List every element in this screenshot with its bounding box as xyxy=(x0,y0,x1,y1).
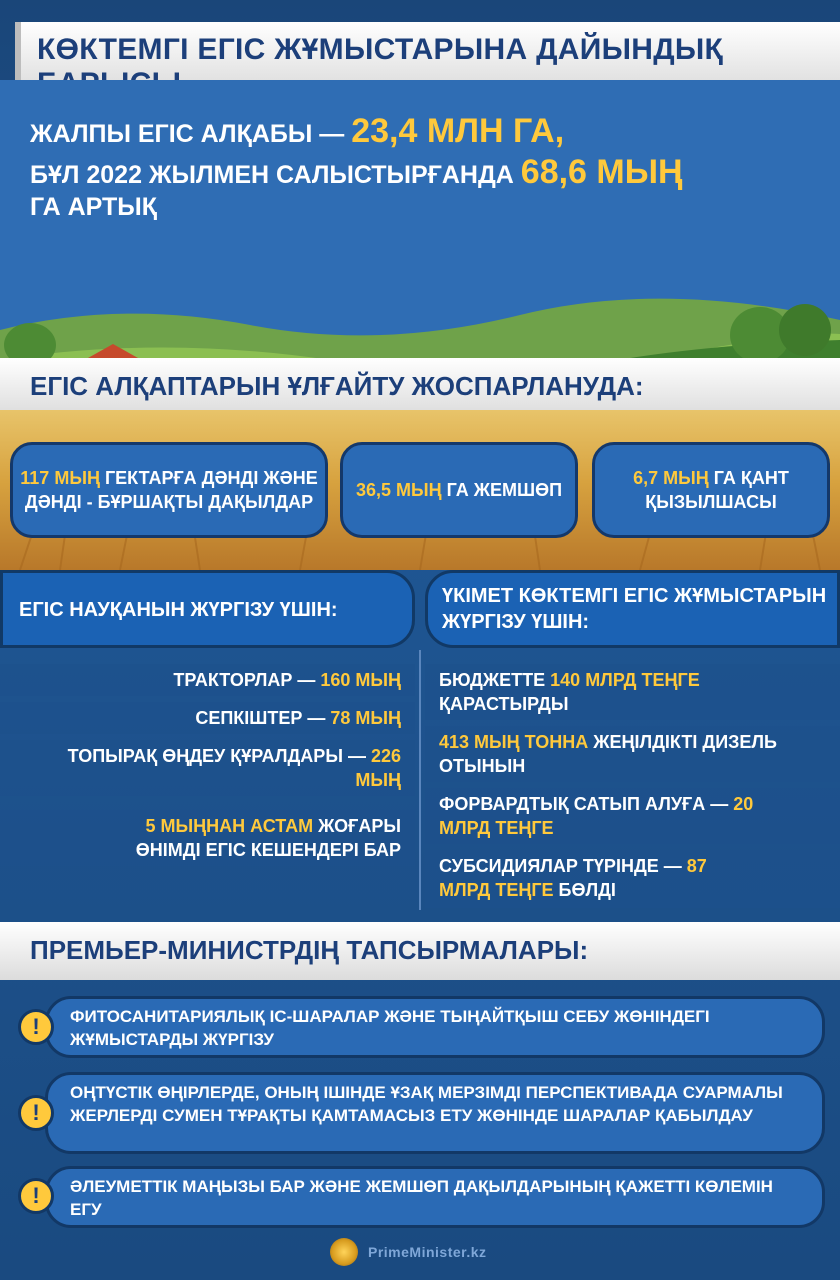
hero-text xyxy=(30,112,820,220)
hero-line2-text: БҰЛ 2022 ЖЫЛМЕН САЛЫСТЫРҒАНДА xyxy=(30,161,521,189)
hero-section xyxy=(0,80,840,360)
hero-line1-text: ЖАЛПЫ ЕГІС АЛҚАБЫ — xyxy=(30,120,352,148)
tasks-heading-bar xyxy=(0,922,840,980)
expansion-box-grain xyxy=(10,442,328,538)
government-item-diesel xyxy=(425,726,840,782)
subsidies-label: СУБСИДИЯЛАР ТҮРІНДЕ — xyxy=(439,856,687,876)
grain-text: ГЕКТАРҒА ДӘНДІ ЖӘНЕ ДӘНДІ - БҰРШАҚТЫ ДАҚЫЛДАР xyxy=(24,468,318,512)
grain-value: 117 МЫҢ xyxy=(20,468,100,488)
complexes-value: 5 МЫҢНАН АСТАМ xyxy=(145,816,314,836)
seeders-label: СЕПКІШТЕР — xyxy=(195,708,331,728)
column-divider xyxy=(419,650,421,910)
hero-line3-text: ГА АРТЫҚ xyxy=(30,193,158,221)
footer-site-link[interactable]: PrimeMinister.kz xyxy=(368,1244,487,1260)
complexes-label: ЖОҒАРЫ ӨНІМДІ ЕГІС КЕШЕНДЕРІ БАР xyxy=(135,816,401,860)
fodder-value: 36,5 МЫҢ xyxy=(355,480,442,500)
subsidies-value: 87 МЛРД ТЕҢГЕ xyxy=(439,856,707,900)
page-title: КӨКТЕМГІ ЕГІС ЖҰМЫСТАРЫНА ДАЙЫНДЫҚ xyxy=(37,33,724,66)
campaign-item-complexes xyxy=(0,810,415,866)
forward-value: 20 МЛРД ТЕҢГЕ xyxy=(439,794,754,838)
task-item-sowing xyxy=(45,1166,825,1228)
budget-label-end: ҚАРАСТЫРДЫ xyxy=(439,694,569,714)
budget-value: 140 МЛРД ТЕҢГЕ xyxy=(550,670,700,690)
campaign-item-tillage xyxy=(0,740,415,796)
sugar-beet-text: ГА ҚАНТ ҚЫЗЫЛШАСЫ xyxy=(645,468,789,512)
government-heading-box xyxy=(425,570,840,648)
seeders-value: 78 МЫҢ xyxy=(330,708,401,728)
tractors-label: ТРАКТОРЛАР — xyxy=(173,670,321,690)
footer xyxy=(330,1238,530,1268)
tillage-label: ТОПЫРАҚ ӨҢДЕУ ҚҰРАЛДАРЫ — xyxy=(67,746,371,766)
subsidies-label-end: БӨЛДІ xyxy=(553,880,616,900)
diesel-label: ЖЕҢІЛДІКТІ ДИЗЕЛЬ ОТЫНЫН xyxy=(439,732,777,776)
warning-icon: ! xyxy=(18,1095,54,1131)
task-item-phytosanitary xyxy=(45,996,825,1058)
campaign-heading: ЕГІС НАУҚАНЫН ЖҮРГІЗУ ҮШІН: xyxy=(19,599,338,621)
campaign-item-seeders xyxy=(0,702,415,734)
warning-icon: ! xyxy=(18,1009,54,1045)
hero-total-value: 23,4 МЛН ГА, xyxy=(351,112,565,150)
title-bar xyxy=(15,22,840,80)
hero-increase-value: 68,6 МЫҢ xyxy=(520,153,683,191)
expansion-box-fodder xyxy=(340,442,578,538)
warning-icon: ! xyxy=(18,1178,54,1214)
task-item-irrigation xyxy=(45,1072,825,1154)
campaign-item-tractors xyxy=(0,664,415,696)
expansion-heading: ЕГІС АЛҚАПТАРЫН ҰЛҒАЙТУ ЖОСПАРЛАНУДА: xyxy=(30,371,644,401)
government-item-forward xyxy=(425,788,840,844)
task-text-1: ФИТОСАНИТАРИЯЛЫҚ ІС-ШАРАЛАР ЖӘНЕ ТЫҢАЙТҚЫШ СЕБУ ЖӨНІНДЕГІ ЖҰМЫСТАРДЫ ЖҮРГІЗУ xyxy=(70,1007,710,1049)
forward-label: ФОРВАРДТЫҚ САТЫП АЛУҒА — xyxy=(439,794,734,814)
task-text-2: ОҢТҮСТІК ӨҢІРЛЕРДЕ, ОНЫҢ ІШІНДЕ ҰЗАҚ МЕРЗІМДІ ПЕРСПЕКТИВАДА СУАРМАЛЫ ЖЕРЛЕРДІ СУМЕН ТҰРАҚТЫ ҚАМТАМАСЫЗ ЕТУ ЖӨНІНДЕ ШАРАЛАР ҚАБЫЛДАУ xyxy=(70,1083,783,1125)
sugar-beet-value: 6,7 МЫҢ xyxy=(633,468,709,488)
fodder-text: ГА ЖЕМШӨП xyxy=(441,480,563,500)
tractors-value: 160 МЫҢ xyxy=(320,670,401,690)
tasks-heading: ПРЕМЬЕР-МИНИСТРДІҢ ТАПСЫРМАЛАРЫ: xyxy=(30,935,589,965)
government-item-budget xyxy=(425,664,840,720)
budget-label: БЮДЖЕТТЕ xyxy=(439,670,551,690)
expansion-heading-bar xyxy=(0,358,840,416)
task-text-3: ӘЛЕУМЕТТІК МАҢЫЗЫ БАР ЖӘНЕ ЖЕМШӨП ДАҚЫЛДАРЫНЫҢ ҚАЖЕТТІ КӨЛЕМІН ЕГУ xyxy=(70,1177,773,1219)
diesel-value: 413 МЫҢ ТОННА xyxy=(439,732,589,752)
campaign-heading-box xyxy=(0,570,415,648)
tillage-value: 226 МЫҢ xyxy=(355,746,401,790)
state-emblem-icon xyxy=(330,1238,358,1266)
expansion-box-sugar-beet xyxy=(592,442,830,538)
government-heading: ҮКІМЕТ КӨКТЕМГІ ЕГІС ЖҰМЫСТАРЫН ЖҮРГІЗУ ҮШІН: xyxy=(442,585,827,633)
government-item-subsidies xyxy=(425,850,840,908)
